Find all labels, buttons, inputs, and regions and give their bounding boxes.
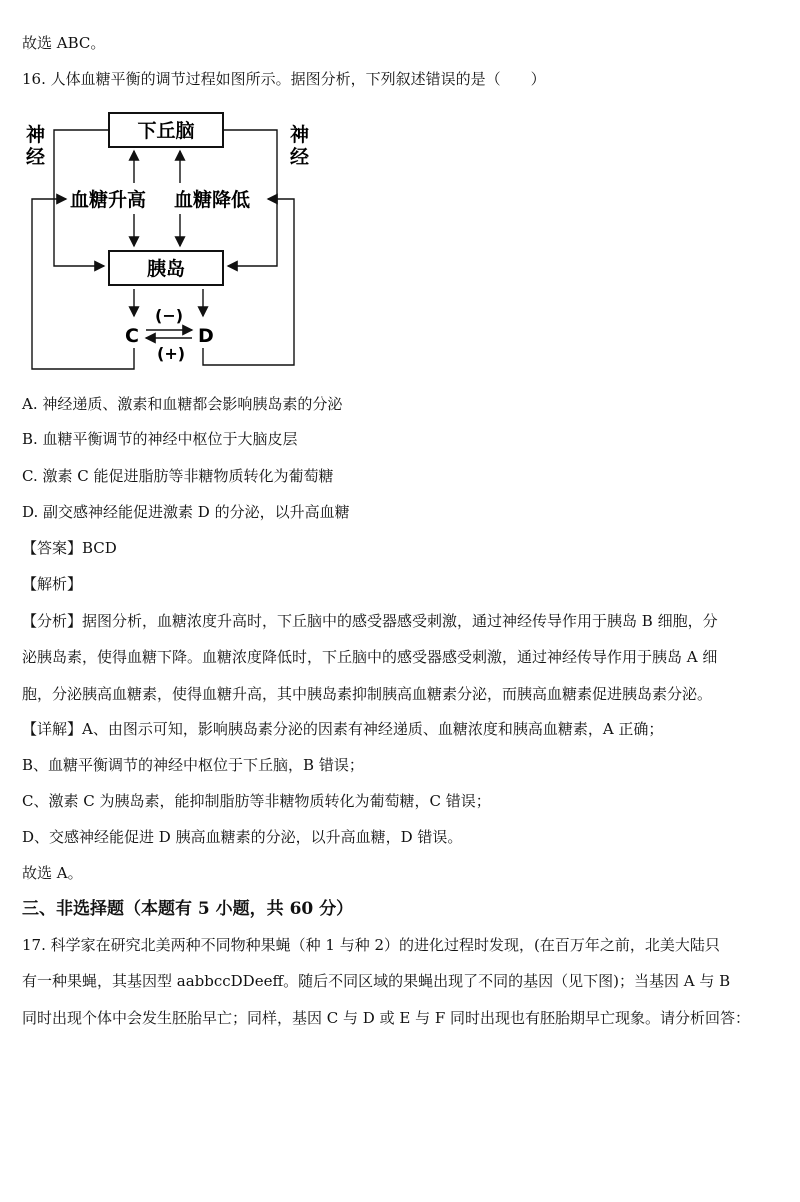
analysis-line-3: 胞，分泌胰高血糖素，使得血糖升高，其中胰岛素抑制胰高血糖素分泌，而胰高血糖素促进胰岛素分泌。 [22,685,713,703]
detail-line-2: B、血糖平衡调节的神经中枢位于下丘脑，B 错误； [22,756,364,774]
option-c: C. 激素 C 能促进脂肪等非糖物质转化为葡萄糖 [22,467,334,485]
question-17-line-2: 有一种果蝇，其基因型 aabbccDDeeff。随后不同区域的果蝇出现了不同的基因（见下图)；当基因 A 与 B [22,972,731,990]
text-line: 故选 ABC。 [22,34,106,52]
nerve-right-label-1: 神 [290,124,310,146]
choose-line: 故选 A。 [22,864,83,882]
promote-label: (+) [157,344,186,363]
analysis-line-1: 【分析】据图分析，血糖浓度升高时，下丘脑中的感受器感受刺激，通过神经传导作用于胰岛 B 细胞，分 [22,612,718,630]
analysis-line-2: 泌胰岛素，使得血糖下降。血糖浓度降低时，下丘脑中的感受器感受刺激，通过神经传导作用于胰岛 A 细 [22,648,718,666]
option-b: B. 血糖平衡调节的神经中枢位于大脑皮层 [22,430,298,448]
glucose-high-label: 血糖升高 [70,189,147,211]
hormone-c-label: C [125,325,139,347]
hormone-d-label: D [198,325,214,347]
option-d: D. 副交感神经能促进激素 D 的分泌，以升高血糖 [22,503,350,521]
detail-line-3: C、激素 C 为胰岛素，能抑制脂肪等非糖物质转化为葡萄糖，C 错误； [22,792,491,810]
pancreas-label: 胰岛 [146,258,186,280]
inhibit-label: (−) [155,306,184,325]
section-heading: 三、非选择题（本题有 5 小题，共 60 分） [22,899,354,919]
answer-line: 【答案】BCD [22,539,117,557]
nerve-right-label-2: 经 [290,146,310,168]
hypothalamus-label: 下丘脑 [137,120,195,142]
detail-line-1: 【详解】A、由图示可知，影响胰岛素分泌的因素有神经递质、血糖浓度和胰高血糖素，A 正确； [22,720,664,738]
analysis-label: 【解析】 [22,575,83,593]
nerve-left-label-2: 经 [26,146,46,168]
option-a: A. 神经递质、激素和血糖都会影响胰岛素的分泌 [22,395,343,413]
glucose-low-label: 血糖降低 [174,189,251,211]
question-16: 16. 人体血糖平衡的调节过程如图所示。据图分析，下列叙述错误的是（ ） [22,70,546,88]
question-17-line-1: 17. 科学家在研究北美两种不同物种果蝇（种 1 与种 2）的进化过程时发现，(在百万年之前，北美大陆只 [22,936,720,954]
detail-line-4: D、交感神经能促进 D 胰高血糖素的分泌，以升高血糖，D 错误。 [22,828,463,846]
feedback-d-to-glucose-low [203,199,294,365]
glucose-regulation-diagram [20,105,320,375]
question-17-line-3: 同时出现个体中会发生胚胎早亡；同样，基因 C 与 D 或 E 与 F 同时出现也有胚胎期早亡现象。请分析回答： [22,1009,751,1027]
nerve-left-label-1: 神 [26,124,46,146]
